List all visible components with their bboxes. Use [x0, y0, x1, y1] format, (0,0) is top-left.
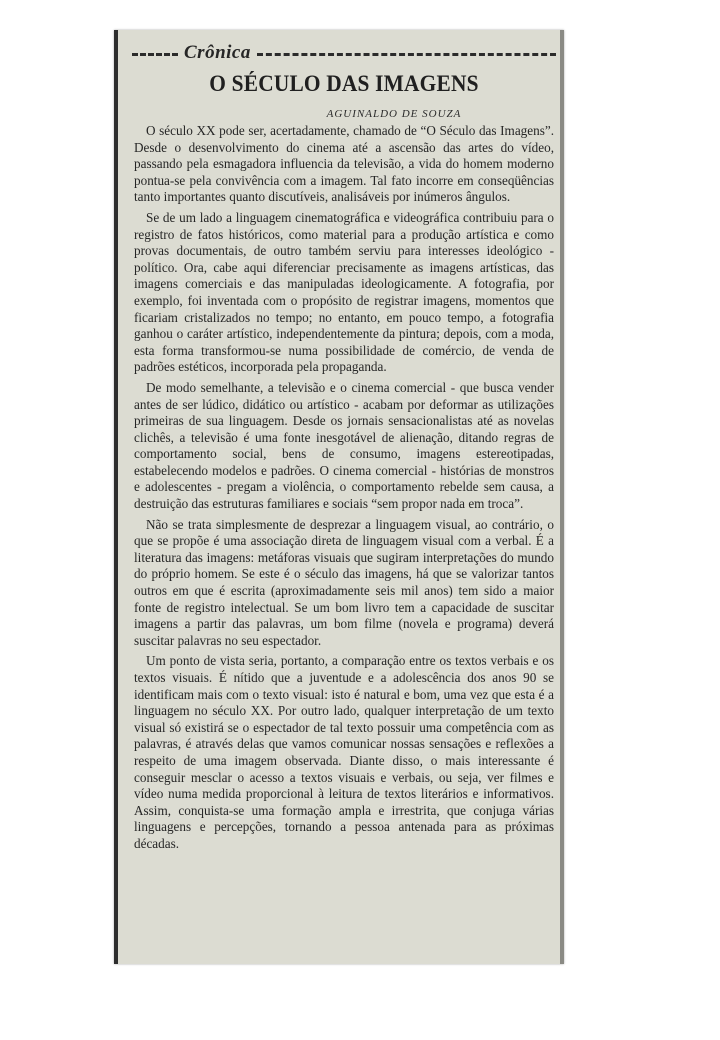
- clipping-left-edge: [114, 30, 118, 964]
- dashed-rule-left: [132, 53, 178, 56]
- section-header: [132, 42, 556, 64]
- article-body: [134, 123, 554, 853]
- clipping-right-edge: [560, 30, 564, 964]
- article-paragraph: Se de um lado a linguagem cinematográfica e videográfica contribuiu para o registro de fatos históricos, como material para a produção artística e como provas documentais, de outro também serviu para interesses ideológico - político. Ora, cabe aqui diferenciar precisamente as imagens artísticas, das imagens comerciais e das manipuladas ideologicamente. A fotografia, por exemplo, foi inventada com o propósito de registrar imagens, momentos que ficariam cristalizados no tempo; no entanto, em pouco tempo, a fotografia ganhou o caráter artístico, independentemente da pintura; depois, com a moda, esta forma transformou-se numa possibilidade de comércio, de venda de padrões estéticos, incorporada pela propaganda.: [134, 209, 554, 375]
- dashed-rule-right: [257, 53, 556, 56]
- article-paragraph: Um ponto de vista seria, portanto, a comparação entre os textos verbais e os textos visuais. É nítido que a juventude e a adolescência dos anos 90 se identificam mais com o texto visual: isto é natural e bom, uma vez que esta é a linguagem no século XX. Por outro lado, qualquer interpretação de um texto visual só existirá se o espectador de tal texto possuir uma competência com as palavras, é através delas que vamos comunicar nossas sensações e reflexões a respeito de uma imagem observada. Diante disso, o mais interessante é conseguir mesclar o acesso a textos visuais e verbais, ou seja, ver filmes e vídeo numa medida proporcional à leitura de textos literários e informativos. Assim, conquista-se uma formação ampla e irrestrita, que conjuga várias linguagens e percepções, tornando a pessoa antenada para as próximas décadas.: [134, 653, 554, 851]
- newspaper-clipping: [114, 30, 564, 964]
- article-paragraph: Não se trata simplesmente de desprezar a linguagem visual, ao contrário, o que se propõe é uma associação direta de linguagem visual com a verbal. É a literatura das imagens: metáforas visuais que sugiram interpretações do mundo do próprio homem. Se este é o século das imagens, há que se valorizar tantos outros em que é escrita (aproximadamente seis mil anos) tem sido a maior fonte de registro intelectual. Se um bom livro tem a capacidade de suscitar imagens a partir das palavras, um bom filme (novela e programa) deverá suscitar palavras no seu espectador.: [134, 516, 554, 648]
- article-headline: O SÉCULO DAS IMAGENS: [209, 71, 479, 96]
- article-paragraph: De modo semelhante, a televisão e o cinema comercial - que busca vender antes de ser lúdico, didático ou artístico - acabam por deformar as utilizações primeiras de sua linguagem. Desde os jornais sensacionalistas até as novelas clichês, a televisão é uma fonte inesgotável de alienação, ditando regras de comportamento social, bens de consumo, imagens estereotipadas, estabelecendo modelos e padrões. O cinema comercial - histórias de monstros e adolescentes - pregam a violência, o comportamento rebelde sem causa, a destruição das estruturas familiares e sociais “sem propor nada em troca”.: [134, 379, 554, 512]
- section-label: Crônica: [184, 42, 251, 63]
- article-paragraph: O século XX pode ser, acertadamente, chamado de “O Século das Imagens”. Desde o desenvolvimento do cinema até a ascensão das artes do vídeo, passando pela esmagadora influencia da televisão, a vida do homem moderno pontua-se pela convivência com a imagem. Tal fato incorre em conseqüências tanto importantes quanto discutíveis, analisáveis por inúmeros ângulos.: [134, 123, 554, 205]
- article-byline: AGUINALDO DE SOUZA: [326, 108, 462, 120]
